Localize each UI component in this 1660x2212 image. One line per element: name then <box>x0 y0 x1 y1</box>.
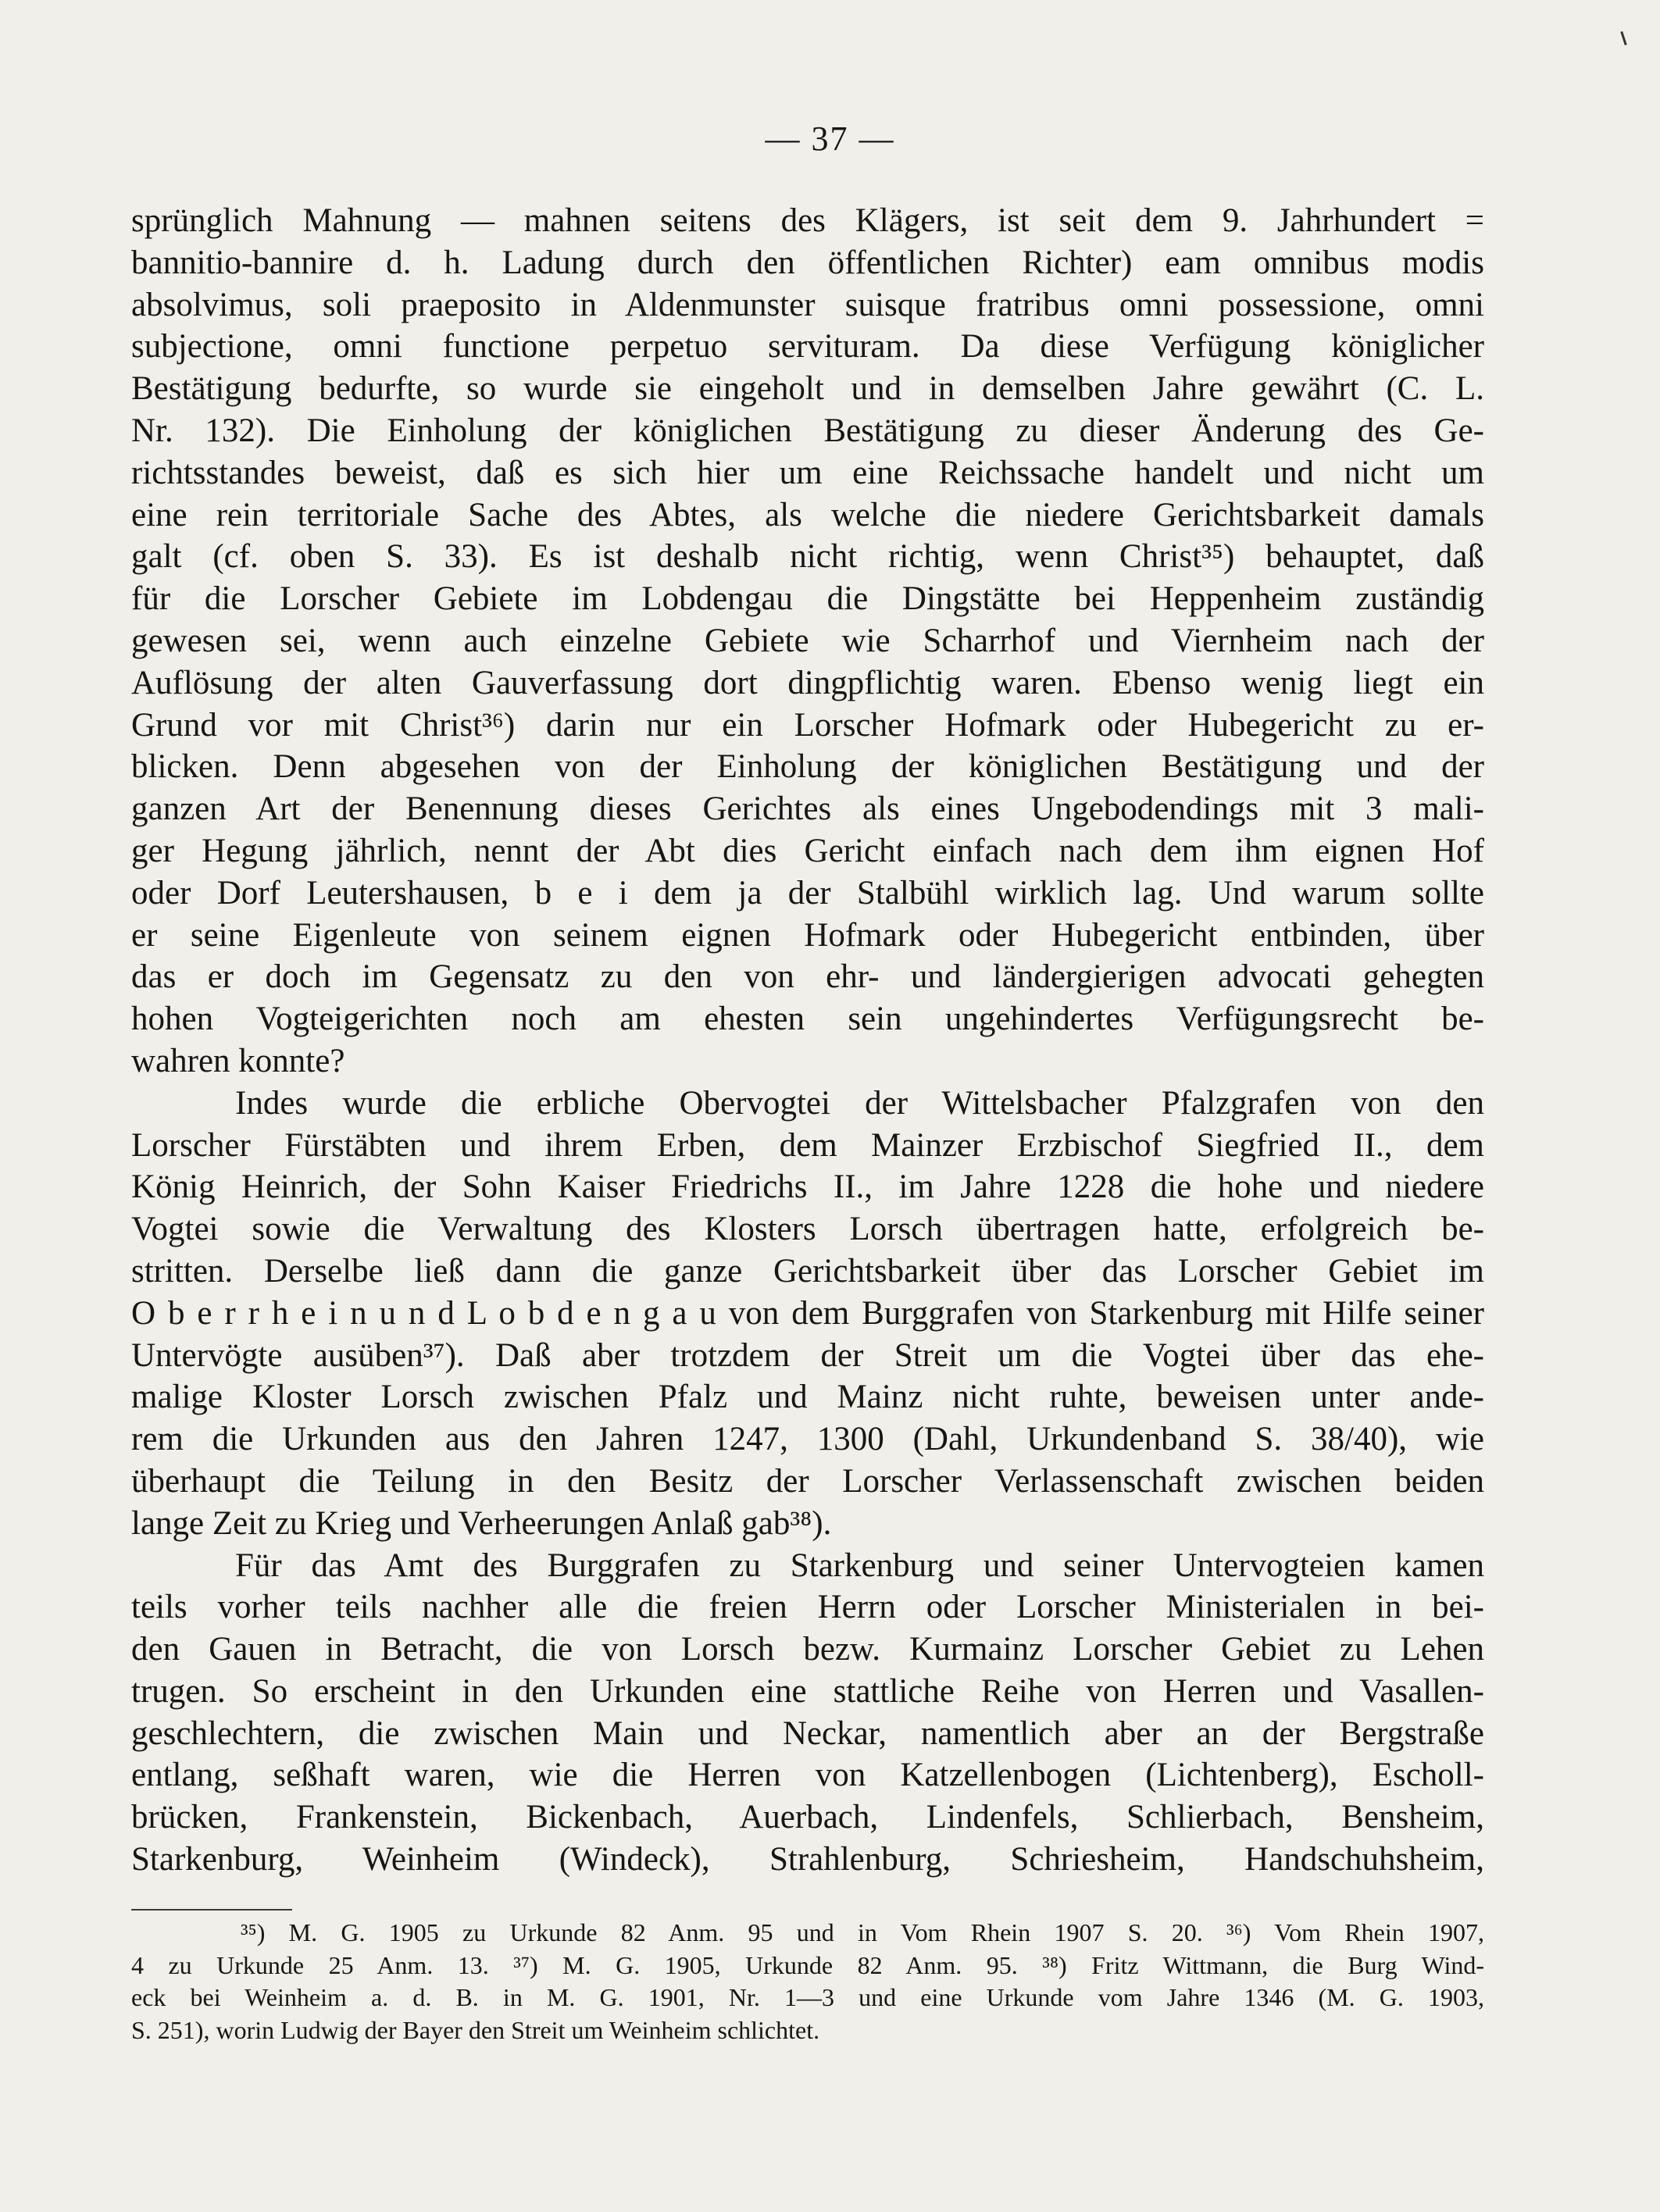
text-line: Starkenburg, Weinheim (Windeck), Strahlenburg, Schriesheim, Handschuhsheim, <box>131 1841 1484 1878</box>
text-line: stritten. Derselbe ließ dann die ganze Gerichtsbarkeit über das Lorscher Gebiet im <box>131 1252 1484 1290</box>
text-line: Auflösung der alten Gauverfassung dort dingpflichtig waren. Ebenso wenig liegt ein <box>131 664 1484 701</box>
text-line: subjectione, omni functione perpetuo servituram. Da diese Verfügung königlicher <box>131 328 1484 366</box>
text-line: das er doch im Gegensatz zu den von ehr- und ländergierigen advocati gehegten <box>131 958 1484 996</box>
text-line: entlang, seßhaft waren, wie die Herren von Katzellenbogen (Lichtenberg), Escholl- <box>131 1757 1484 1794</box>
text-line: absolvimus, soli praeposito in Aldenmunster suisque fratribus omni possessione, omni <box>131 286 1484 323</box>
text-line: geschlechtern, die zwischen Main und Neckar, namentlich aber an der Bergstraße <box>131 1714 1484 1752</box>
text-line: für die Lorscher Gebiete im Lobdengau die Dingstätte bei Heppenheim zuständig <box>131 580 1484 618</box>
text-line: ganzen Art der Benennung dieses Gerichtes als eines Ungebodendings mit 3 mali- <box>131 790 1484 828</box>
footnote-line: S. 251), worin Ludwig der Bayer den Streit um Weinheim schlichtet. <box>131 2015 820 2044</box>
text-line: Lorscher Fürstäbten und ihrem Erben, dem Mainzer Erzbischof Siegfried II., dem <box>131 1126 1484 1164</box>
text-line: Vogtei sowie die Verwaltung des Klosters Lorsch übertragen hatte, erfolgreich be- <box>131 1211 1484 1248</box>
text-line: König Heinrich, der Sohn Kaiser Friedrichs II., im Jahre 1228 die hohe und niedere <box>131 1168 1484 1206</box>
body-text <box>131 200 1484 1881</box>
text-line: den Gauen in Betracht, die von Lorsch bezw. Kurmainz Lorscher Gebiet zu Lehen <box>131 1631 1484 1668</box>
text-line: brücken, Frankenstein, Bickenbach, Auerbach, Lindenfels, Schlierbach, Bensheim, <box>131 1799 1484 1836</box>
footnote-line: eck bei Weinheim a. d. B. in M. G. 1901, Nr. 1—3 und eine Urkunde vom Jahre 1346 (M. G. 1903, <box>131 1983 1484 2011</box>
paragraph-start-line: Indes wurde die erbliche Obervogtei der Wittelsbacher Pfalzgrafen von den <box>235 1084 1484 1122</box>
text-line: rem die Urkunden aus den Jahren 1247, 1300 (Dahl, Urkundenband S. 38/40), wie <box>131 1421 1484 1458</box>
text-line: er seine Eigenleute von seinem eignen Hofmark oder Hubegericht entbinden, über <box>131 916 1484 954</box>
text-line: richtsstandes beweist, daß es sich hier um eine Reichssache handelt und nicht um <box>131 454 1484 491</box>
paragraph-start-line: Für das Amt des Burggrafen zu Starkenburg und seiner Untervogteien kamen <box>235 1547 1484 1584</box>
text-line: gewesen sei, wenn auch einzelne Gebiete wie Scharrhof und Viernheim nach der <box>131 622 1484 659</box>
text-line: blicken. Denn abgesehen von der Einholung der königlichen Bestätigung und der <box>131 748 1484 786</box>
text-line: Bestätigung bedurfte, so wurde sie eingeholt und in demselben Jahre gewährt (C. L. <box>131 370 1484 408</box>
page-number: — 37 — <box>765 120 895 158</box>
footnote-line: 4 zu Urkunde 25 Anm. 13. ³⁷) M. G. 1905, Urkunde 82 Anm. 95. ³⁸) Fritz Wittmann, die Burg Wind- <box>131 1950 1484 1979</box>
text-line: lange Zeit zu Krieg und Verheerungen Anlaß gab³⁸). <box>131 1504 832 1542</box>
text-line: teils vorher teils nachher alle die freien Herrn oder Lorscher Ministerialen in bei- <box>131 1589 1484 1626</box>
text-line: oder Dorf Leutershausen, b e i dem ja der Stalbühl wirklich lag. Und warum sollte <box>131 874 1484 912</box>
text-line: malige Kloster Lorsch zwischen Pfalz und Mainz nicht ruhte, beweisen unter ande- <box>131 1379 1484 1416</box>
footnotes <box>131 1917 1484 2046</box>
text-line: bannitio-bannire d. h. Ladung durch den öffentlichen Richter) eam omnibus modis <box>131 244 1484 281</box>
text-line: ger Hegung jährlich, nennt der Abt dies Gericht einfach nach dem ihm eignen Hof <box>131 832 1484 869</box>
text-line: hohen Vogteigerichten noch am ehesten sein ungehindertes Verfügungsrecht be- <box>131 1001 1484 1038</box>
text-line: eine rein territoriale Sache des Abtes, als welche die niedere Gerichtsbarkeit damals <box>131 496 1484 533</box>
text-line: Nr. 132). Die Einholung der königlichen Bestätigung zu dieser Änderung des Ge- <box>131 412 1484 449</box>
text-line: galt (cf. oben S. 33). Es ist deshalb nicht richtig, wenn Christ³⁵) behauptet, daß <box>131 538 1484 576</box>
scan-mark <box>1620 31 1626 45</box>
text-line: sprünglich Mahnung — mahnen seitens des Klägers, ist seit dem 9. Jahrhundert = <box>131 202 1484 239</box>
text-line: Untervögte ausüben³⁷). Daß aber trotzdem der Streit um die Vogtei über das ehe- <box>131 1336 1484 1374</box>
text-line: wahren konnte? <box>131 1042 345 1079</box>
footnote-divider <box>131 1909 292 1911</box>
text-line: Grund vor mit Christ³⁶) darin nur ein Lorscher Hofmark oder Hubegericht zu er- <box>131 706 1484 744</box>
text-line: überhaupt die Teilung in den Besitz der Lorscher Verlassenschaft zwischen beiden <box>131 1462 1484 1500</box>
text-line: trugen. So erscheint in den Urkunden eine stattliche Reihe von Herren und Vasallen- <box>131 1672 1484 1710</box>
footnote-line: ³⁵) M. G. 1905 zu Urkunde 82 Anm. 95 und in Vom Rhein 1907 S. 20. ³⁶) Vom Rhein 1907, <box>241 1918 1484 1946</box>
text-line: O b e r r h e i n u n d L o b d e n g a u von dem Burggrafen von Starkenburg mit Hilfe seiner <box>131 1294 1484 1332</box>
